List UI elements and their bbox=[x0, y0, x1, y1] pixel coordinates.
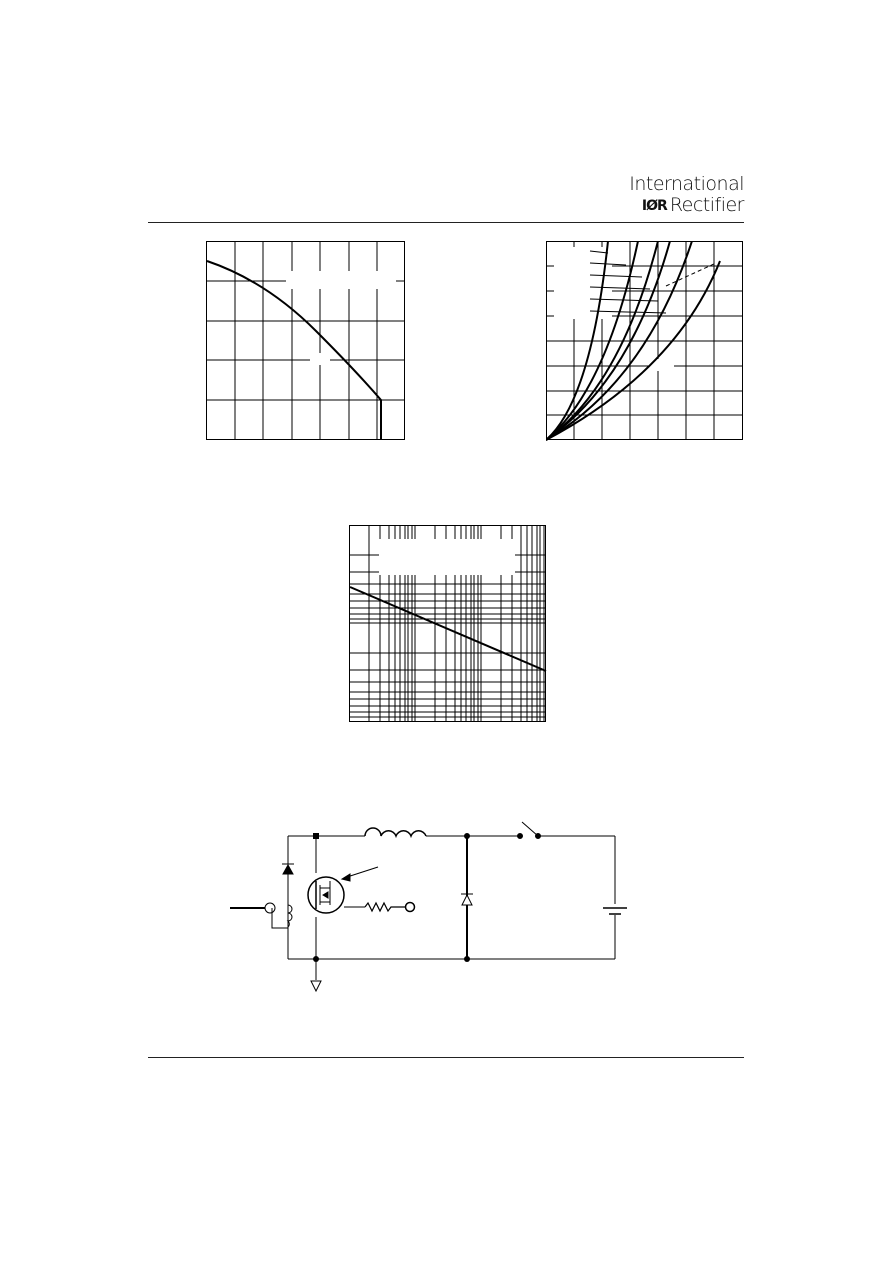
company-brand bbox=[629, 174, 744, 216]
ground-symbol bbox=[311, 981, 321, 991]
curve-family-chart bbox=[546, 241, 744, 441]
test-circuit-schematic bbox=[220, 815, 630, 1000]
header-rule bbox=[148, 222, 744, 223]
switch bbox=[518, 822, 541, 839]
derating-chart bbox=[206, 241, 406, 441]
footer-rule bbox=[148, 1057, 744, 1058]
gate-resistor bbox=[365, 903, 406, 911]
battery bbox=[603, 908, 627, 914]
circuit-nodes bbox=[313, 833, 470, 962]
mosfet-dut bbox=[308, 877, 365, 913]
inductor bbox=[365, 828, 426, 836]
clamp-diode bbox=[282, 864, 294, 874]
gate-terminal bbox=[406, 903, 415, 912]
company-name-line1: International bbox=[629, 173, 744, 195]
company-name-rectifier: Rectifier bbox=[669, 194, 744, 216]
company-name-line2 bbox=[629, 195, 744, 216]
current-probe bbox=[230, 903, 292, 928]
dut-pointer bbox=[342, 867, 378, 881]
freewheel-diode bbox=[461, 894, 473, 905]
log-log-chart bbox=[349, 525, 547, 723]
ior-logo: IØR bbox=[641, 197, 667, 214]
